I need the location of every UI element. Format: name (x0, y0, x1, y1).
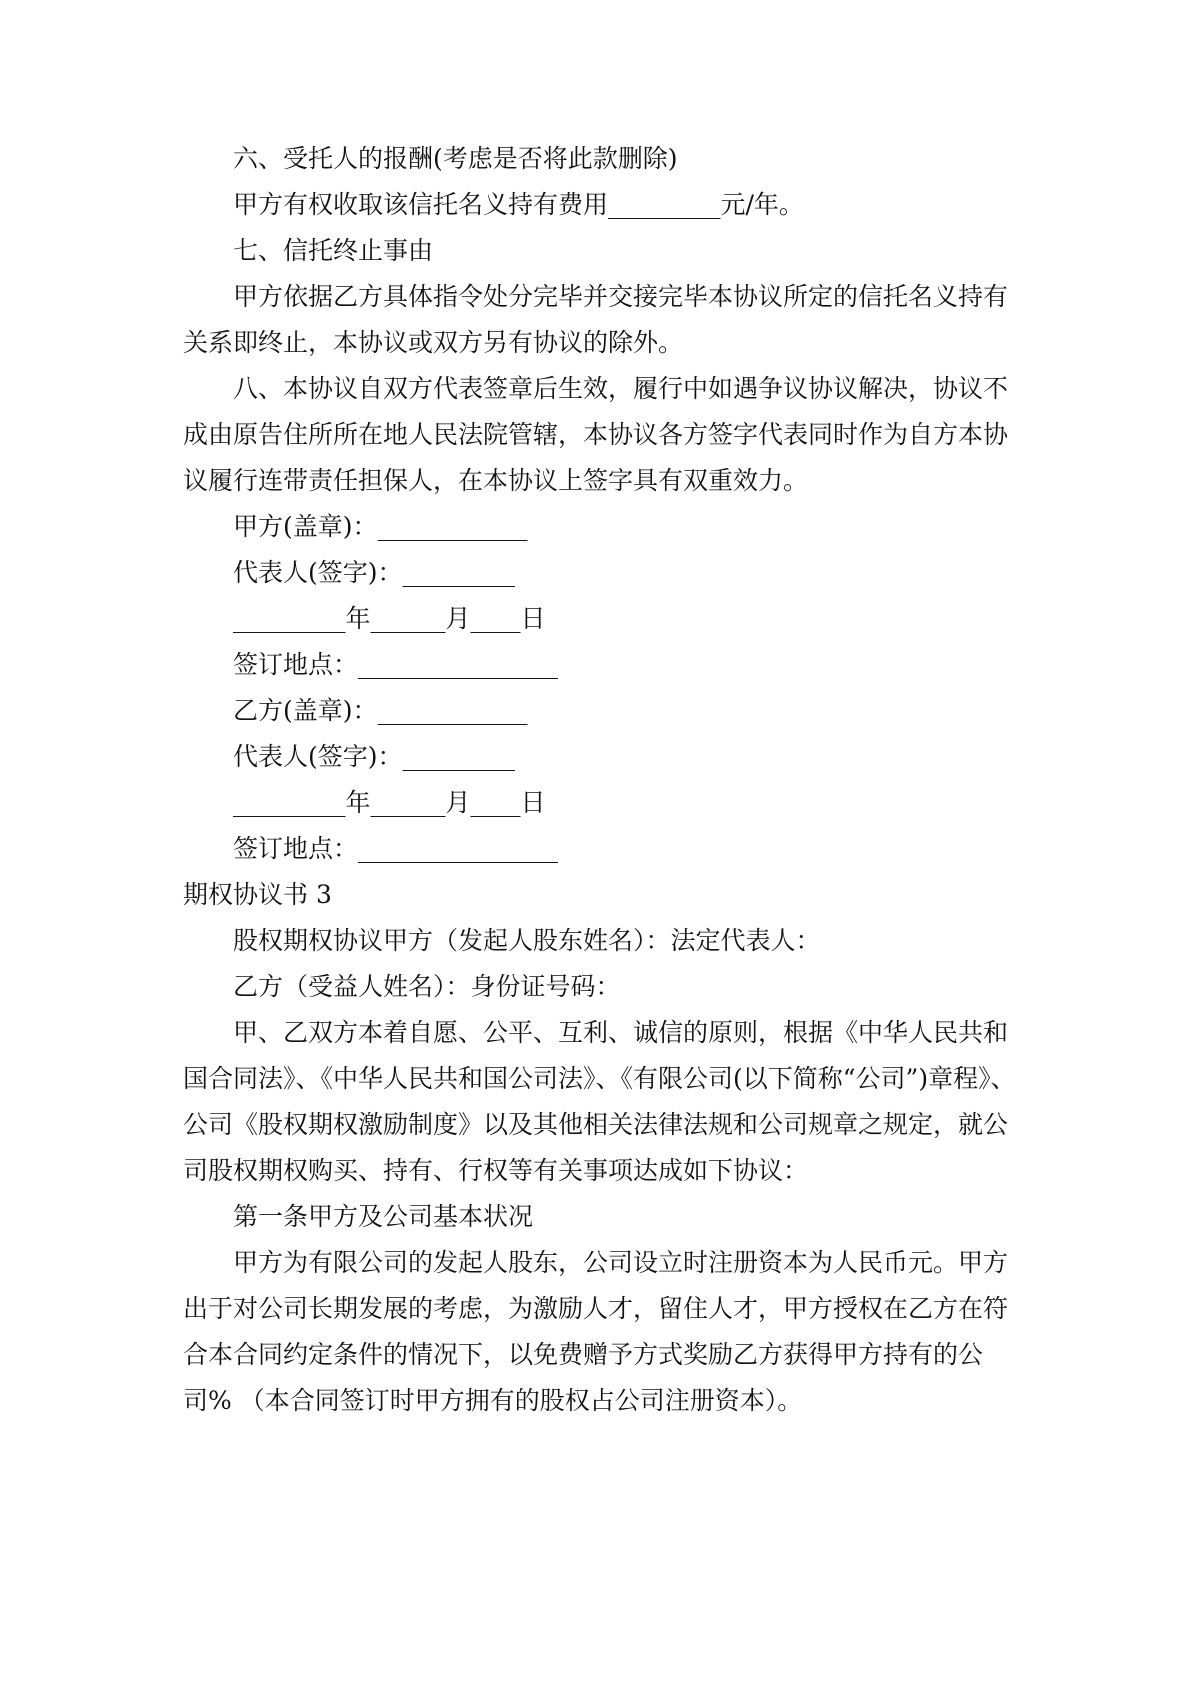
party-a-date-line: _________年______月____日 (233, 604, 546, 633)
party-a-info-line: 股权期权协议甲方（发起人股东姓名）：法定代表人： (233, 926, 821, 955)
termination-paragraph: 甲方依据乙方具体指令处分完毕并交接完毕本协议所定的信托名义持有关系即终止，本协议或双方另有协议的除外。 (183, 282, 1009, 357)
clause-six-heading: 六、受托人的报酬(考虑是否将此款删除) (233, 144, 678, 173)
clause-seven-heading: 七、信托终止事由 (233, 236, 434, 265)
fee-paragraph: 甲方有权收取该信托名义持有费用_________元/年。 (233, 190, 804, 219)
section-title: 期权协议书 3 (183, 880, 332, 909)
party-b-info-line: 乙方（受益人姓名）：身份证号码： (233, 972, 621, 1001)
party-a-representative-line: 代表人(签字)：_________ (233, 558, 516, 587)
party-a-place-line: 签订地点：________________ (233, 650, 559, 679)
preamble-paragraph: 甲、乙双方本着自愿、公平、互利、诚信的原则，根据《中华人民共和国合同法》、《中华人民共和国公司法》、《有限公司(以下简称“公司”)章程》、公司《股权期权激励制度》以及其他相关法律法规和公司规章之规定，就公司股权期权购买、持有、行权等有关事项达成如下协议： (183, 1018, 1016, 1185)
document-body (183, 136, 1025, 1424)
party-b-seal-line: 乙方(盖章)：____________ (233, 696, 528, 725)
party-a-seal-line: 甲方(盖章)：____________ (233, 512, 528, 541)
clause-eight-paragraph: 八、本协议自双方代表签章后生效，履行中如遇争议协议解决，协议不成由原告住所所在地人民法院管辖，本协议各方签字代表同时作为自方本协议履行连带责任担保人，在本协议上签字具有双重效力。 (183, 374, 1009, 495)
party-b-representative-line: 代表人(签字)：_________ (233, 742, 516, 771)
article-one-paragraph: 甲方为有限公司的发起人股东，公司设立时注册资本为人民币元。甲方出于对公司长期发展的考虑，为激励人才，留住人才，甲方授权在乙方在符合本合同约定条件的情况下，以免费赠予方式奖励乙方获得甲方持有的公司% （本合同签订时甲方拥有的股权占公司注册资本）。 (183, 1248, 1009, 1415)
party-b-place-line: 签订地点：________________ (233, 834, 559, 863)
article-one-heading: 第一条甲方及公司基本状况 (233, 1202, 534, 1231)
party-b-date-line: _________年______月____日 (233, 788, 546, 817)
